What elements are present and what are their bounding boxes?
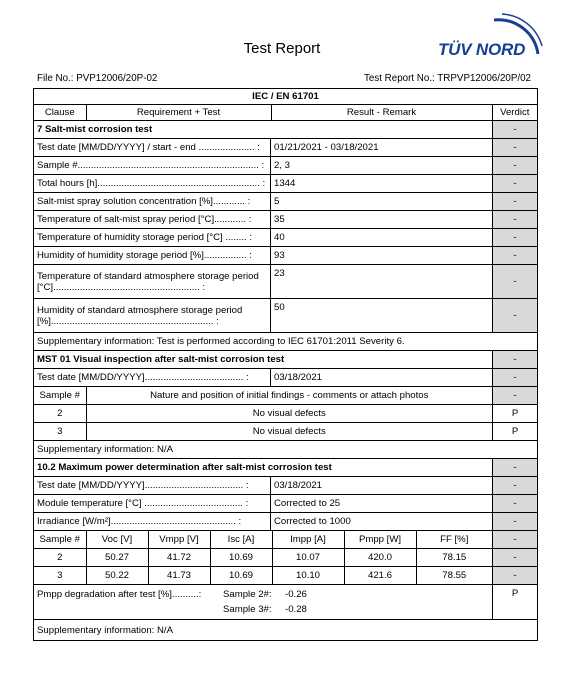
pmax-cell: 3 — [34, 567, 86, 584]
sample-value: 2, 3 — [271, 157, 493, 175]
mst01-verdict: - — [493, 351, 538, 369]
verdict-cell: - — [493, 139, 538, 157]
pmax-test-date-value: 03/18/2021 — [271, 477, 493, 495]
degradation-value: -0.28 — [285, 604, 307, 615]
verdict-cell: - — [493, 369, 538, 387]
verdict-cell: - — [493, 211, 538, 229]
humidity-storage-value: 93 — [271, 247, 493, 265]
pmax-header-impp: Impp [A] — [272, 531, 344, 548]
pmax-supplementary: Supplementary information: N/A — [34, 620, 538, 641]
pmax-cell: 78.15 — [442, 552, 467, 563]
verdict-cell: - — [493, 567, 538, 585]
mst01-sample-number: 3 — [34, 423, 86, 440]
pmax-cell: 420.0 — [344, 549, 416, 566]
test-date-value: 01/21/2021 - 03/18/2021 — [271, 139, 493, 157]
salt-concentration-label: Salt-mist spray solution concentration [%]............ : — [34, 193, 271, 211]
verdict-cell: P — [493, 405, 538, 423]
standard-header: IEC / EN 61701 — [34, 89, 538, 105]
mst01-sample-header: Sample # — [34, 387, 86, 404]
standard-humidity-value: 50 — [271, 299, 493, 333]
pmax-cell: 2 — [34, 549, 86, 566]
spray-temperature-value: 35 — [271, 211, 493, 229]
mst01-sample-number: 2 — [34, 405, 86, 422]
pmax-cell: 10.69 — [210, 549, 272, 566]
verdict-cell: - — [493, 247, 538, 265]
pmax-test-date-label: Test date [MM/DD/YYYY]..................................... : — [34, 477, 271, 495]
mst01-finding: No visual defects — [252, 408, 326, 419]
degradation-sample: Sample 2#: — [223, 589, 272, 600]
column-requirement: Requirement + Test — [86, 105, 271, 120]
verdict-cell: - — [493, 549, 538, 567]
file-number: File No.: PVP12006/20P-02 — [37, 73, 158, 84]
logo-text: TÜV NORD — [438, 40, 526, 59]
report-table — [33, 88, 538, 641]
verdict-cell: - — [493, 157, 538, 175]
mst01-title: MST 01 Visual inspection after salt-mist corrosion test — [34, 351, 493, 369]
mst01-test-date-label: Test date [MM/DD/YYYY]..................................... : — [34, 369, 271, 387]
mst01-finding: No visual defects — [252, 426, 326, 437]
pmax-cell: 41.73 — [148, 567, 210, 584]
verdict-cell: - — [493, 193, 538, 211]
degradation-sample: Sample 3#: — [223, 604, 272, 615]
pmax-cell: 50.27 — [86, 549, 148, 566]
pmax-cell: 10.69 — [210, 567, 272, 584]
module-temperature-label: Module temperature [°C] ..................................... : — [34, 495, 271, 513]
column-result: Result - Remark — [271, 105, 492, 120]
pmax-cell: 78.55 — [442, 570, 467, 581]
pmax-cell: 50.22 — [86, 567, 148, 584]
pmax-title: 10.2 Maximum power determination after salt-mist corrosion test — [34, 459, 493, 477]
tuv-nord-logo — [432, 10, 544, 64]
pmax-cell: 41.72 — [148, 549, 210, 566]
verdict-cell: - — [493, 299, 538, 333]
section-7-supplementary: Supplementary information: Test is performed according to IEC 61701:2011 Severity 6. — [34, 333, 538, 351]
column-verdict: Verdict — [500, 107, 530, 118]
verdict-cell: - — [493, 265, 538, 299]
pmax-cell: 10.07 — [272, 549, 344, 566]
irradiance-value: Corrected to 1000 — [271, 513, 493, 531]
verdict-cell: - — [493, 477, 538, 495]
pmax-header-vmpp: Vmpp [V] — [148, 531, 210, 548]
total-hours-label: Total hours [h]............................................................. : — [34, 175, 271, 193]
verdict-cell: - — [493, 495, 538, 513]
verdict-cell: P — [493, 423, 538, 441]
test-date-label: Test date [MM/DD/YYYY] / start - end ..................... : — [34, 139, 271, 157]
verdict-cell: - — [493, 513, 538, 531]
mst01-supplementary: Supplementary information: N/A — [34, 441, 538, 459]
section-7-title: 7 Salt-mist corrosion test — [34, 121, 493, 139]
verdict-cell: P — [493, 585, 538, 620]
spray-temperature-label: Temperature of salt-mist spray period [°C]............ : — [34, 211, 271, 229]
pmax-header-voc: Voc [V] — [86, 531, 148, 548]
degradation-value: -0.26 — [285, 589, 307, 600]
verdict-cell: - — [493, 175, 538, 193]
pmax-cell: 421.6 — [344, 567, 416, 584]
section-7-verdict: - — [493, 121, 538, 139]
sample-label: Sample #.................................................................... : — [34, 157, 271, 175]
pmax-header-isc: Isc [A] — [210, 531, 272, 548]
standard-temperature-value: 23 — [271, 265, 493, 299]
pmax-header-sample: Sample # — [34, 531, 86, 548]
degradation-label: Pmpp degradation after test [%]..........: — [37, 589, 202, 600]
report-title: Test Report — [243, 40, 321, 57]
humidity-storage-label: Humidity of humidity storage period [%]................ : — [34, 247, 271, 265]
report-number: Test Report No.: TRPVP12006/20P/02 — [363, 73, 531, 84]
verdict-cell: - — [493, 229, 538, 247]
pmax-cell: 10.10 — [272, 567, 344, 584]
verdict-cell: - — [493, 387, 538, 405]
pmax-verdict: - — [493, 459, 538, 477]
pmax-header-pmpp: Pmpp [W] — [344, 531, 416, 548]
module-temperature-value: Corrected to 25 — [271, 495, 493, 513]
verdict-cell: - — [493, 531, 538, 549]
humidity-temperature-value: 40 — [271, 229, 493, 247]
salt-concentration-value: 5 — [271, 193, 493, 211]
humidity-temperature-label: Temperature of humidity storage period [°C] ........ : — [34, 229, 271, 247]
pmax-header-ff: FF [%] — [440, 534, 469, 545]
mst01-findings-header: Nature and position of initial findings - comments or attach photos — [150, 390, 429, 401]
total-hours-value: 1344 — [271, 175, 493, 193]
mst01-test-date-value: 03/18/2021 — [271, 369, 493, 387]
irradiance-label: Irradiance [W/m²]............................................... : — [34, 513, 271, 531]
standard-temperature-label: Temperature of standard atmosphere storage period [°C]....................................................... : — [34, 265, 271, 299]
column-clause: Clause — [34, 105, 86, 120]
standard-humidity-label: Humidity of standard atmosphere storage period [%]............................................................. : — [34, 299, 271, 333]
